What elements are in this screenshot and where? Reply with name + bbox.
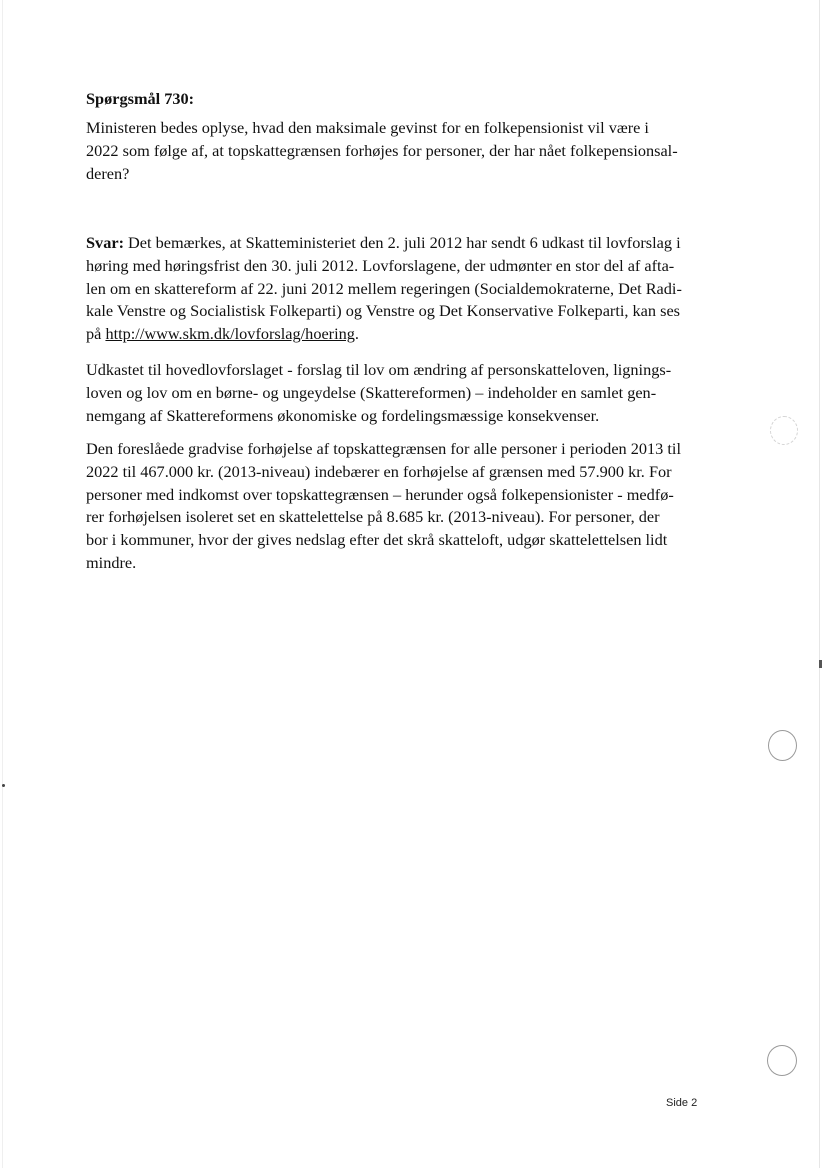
question-line: Ministeren bedes oplyse, hvad den maksimale gevinst for en folkepensionist vil være i (86, 118, 649, 137)
answer-line: personer med indkomst over topskattegrænsen – herunder også folkepensionister - medfø- (86, 484, 674, 504)
answer-line: høring med høringsfrist den 30. juli 2012. Lovforslagene, der udmønter en stor del af afta- (86, 255, 675, 275)
answer-line: 2022 til 467.000 kr. (2013-niveau) indebærer en forhøjelse af grænsen med 57.900 kr. For (86, 461, 672, 481)
scan-speck (2, 784, 5, 787)
answer-paragraph-2 (86, 359, 706, 427)
answer-label: Svar: (86, 233, 124, 252)
punch-hole-upper (768, 730, 797, 761)
question-text (86, 117, 706, 185)
scan-edge-mark (819, 660, 822, 668)
answer-paragraph-3 (86, 438, 706, 575)
answer-line (86, 323, 706, 346)
answer-line: loven og lov om en børne- og ungeydelse (Skattereformen) – indeholder en samlet gen- (86, 382, 657, 402)
answer-line: Den foreslåede gradvise forhøjelse af topskattegrænsen for alle personer i perioden 2013 til (86, 439, 681, 458)
scan-edge-left (2, 0, 3, 1168)
answer-line: bor i kommuner, hvor der gives nedslag efter det skrå skatteloft, udgør skattelettelsen lidt (86, 530, 668, 550)
question-line: 2022 som følge af, at topskattegrænsen forhøjes for personer, der har nået folkepensionsal- (86, 140, 678, 160)
answer-line: kale Venstre og Socialistisk Folkeparti) og Venstre og Det Konservative Folkeparti, kan ses (86, 301, 681, 321)
question-heading: Spørgsmål 730: (86, 89, 195, 108)
punch-hole-lower (767, 1045, 797, 1076)
page-number: Side 2 (666, 1097, 698, 1109)
answer-paragraph-1 (86, 232, 706, 346)
answer-line: Udkastet til hovedlovforslaget - forslag til lov om ændring af personskatteloven, lignings- (86, 360, 672, 379)
answer-line: len om en skattereform af 22. juni 2012 mellem regeringen (Socialdemokraterne, Det Radi- (86, 278, 682, 298)
answer-text: Det bemærkes, at Skatteministeriet den 2. juli 2012 har sendt 6 udkast til lovforslag i (123, 233, 681, 252)
answer-line (86, 232, 706, 255)
answer-text: på (86, 324, 106, 344)
answer-line: nemgang af Skattereformens økonomiske og fordelingsmæssige konsekvenser. (86, 405, 600, 425)
hoering-link[interactable]: http://www.skm.dk/lovforslag/hoering (105, 324, 355, 344)
question-line: deren? (86, 163, 130, 183)
punch-hole-faint (770, 416, 798, 445)
answer-line: rer forhøjelsen isoleret set en skattelettelse på 8.685 kr. (2013-niveau). For personer, der (86, 507, 660, 527)
answer-line: mindre. (86, 552, 137, 572)
scan-edge-right (819, 0, 820, 1168)
answer-text: . (354, 324, 359, 344)
